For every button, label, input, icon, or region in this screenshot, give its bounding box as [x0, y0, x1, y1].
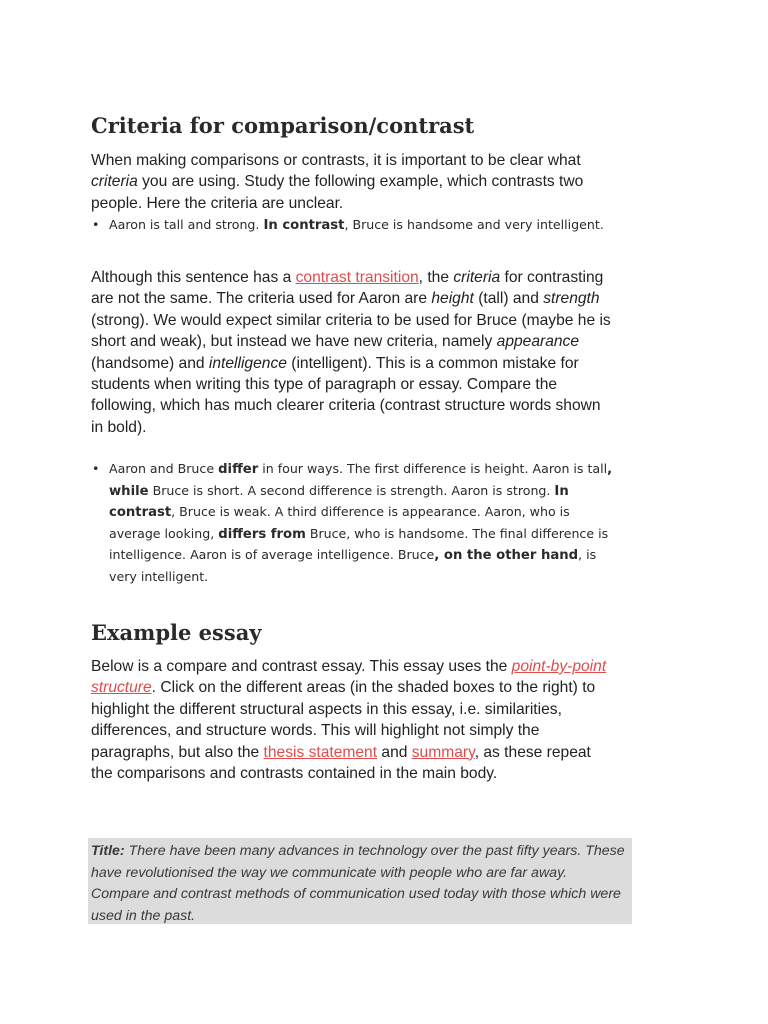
intro-paragraph: When making comparisons or contrasts, it is important to be clear what criteria you are using. Study the following example, which contrasts two people. Here the criteria are unclear.: [91, 152, 584, 212]
essay-title-text: Title: There have been many advances in technology over the past fifty years. These have revolutionised the way we communicate with people who are far away. Compare and contrast methods of communication used today with those which were used in the past.: [91, 843, 625, 924]
explanation-paragraph: Although this sentence has a contrast transition, the criteria for contrasting are not the same. The criteria used for Aaron are height (tall) and strength (strong). We would expect similar criteria to be used for Bruce (maybe he is short and weak), but instead we have new criteria, namely appearance (handsome) and intelligence (intelligent). This is a common mistake for students when writing this type of paragraph or essay. Compare the following, which has much clearer criteria (contrast structure words shown in bold).: [91, 269, 611, 436]
example-list-unclear: [91, 214, 631, 236]
thesis-statement-link[interactable]: thesis statement: [263, 743, 378, 761]
contrast-transition-link[interactable]: contrast transition: [295, 269, 419, 286]
list-item: • Aaron and Bruce differ in four ways. The first difference is height. Aaron is tall, while Bruce is short. A second difference is strength. Aaron is strong. In contrast, Bruce is weak. A third difference is appearance. Aaron, who is average looking, differs from Bruce, who is handsome. The final difference is intelligence. Aaron is of average intelligence. Bruce, on the other hand, is very intelligent.: [91, 459, 621, 587]
essay-intro-paragraph: Below is a compare and contrast essay. This essay uses the point-by-point structure. Click on the different areas (in the shaded boxes to the right) to highlight the different structural aspects in this essay, i.e. similarities, differences, and structure words. This will highlight not simply the paragraphs, but also the thesis statement and summary, as these repeat the comparisons and contrasts contained in the main body.: [91, 658, 607, 783]
section-heading-example-essay: Example essay: [91, 620, 262, 645]
point-by-point-structure-link[interactable]: point-by-point structure: [91, 658, 607, 697]
example-list-clear: [91, 459, 621, 587]
section-heading-criteria: Criteria for comparison/contrast: [91, 113, 475, 138]
essay-title-box[interactable]: [88, 838, 632, 924]
summary-link[interactable]: summary: [411, 743, 475, 761]
title-label: Title:: [91, 843, 125, 859]
list-item: • Aaron is tall and strong. In contrast, Bruce is handsome and very intelligent.: [91, 214, 631, 236]
